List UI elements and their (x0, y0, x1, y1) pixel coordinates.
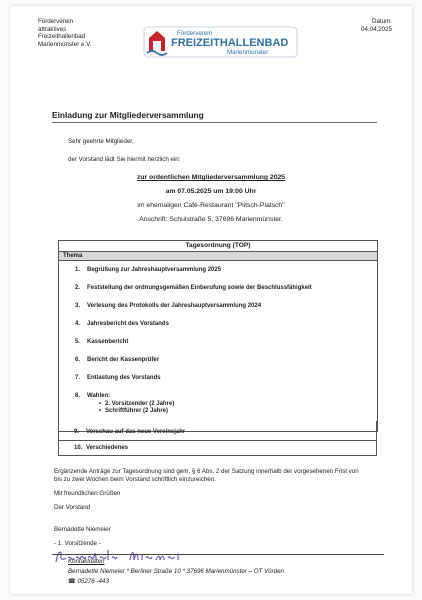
footer-heading: Kontaktdaten (68, 558, 105, 565)
agenda-sub-item: • 2. Vorsitzender (2 Jahre) (99, 401, 175, 407)
footer-address: Bernadette Niemeier * Berliner Straße 10 * 37696 Marienmünster – OT Vörden (68, 568, 284, 575)
letter-title: Einladung zur Mitgliederversammlung (52, 110, 204, 120)
org-line: attraktives (38, 25, 67, 33)
agenda-item: 2. Feststellung der ordnungsgemäßen Einberufung sowie der Beschlussfähigkeit (75, 285, 312, 291)
date-block (361, 18, 392, 33)
meeting-heading-text: zur ordentlichen Mitgliederversammlung 2025 (136, 174, 286, 181)
intro-text: der Vorstand lädt Sie hiermit herzlich ein: (68, 156, 181, 163)
logo-top-text: Förderverein (177, 30, 213, 37)
agenda-item: 1. Begrüßung zur Jahreshauptversammlung 2025 (75, 267, 222, 273)
phone-icon: ☎ (68, 578, 76, 585)
agenda-item: 8. Wahlen: (75, 393, 111, 399)
agenda-item: 3. Verlesung des Protokolls der Jahreshauptversammlung 2024 (75, 303, 262, 309)
footer-phone (68, 578, 109, 585)
agenda-item: 5. Kassenbericht (75, 339, 129, 345)
note-line-2: bis zu zwei Wochen beim Vorstand schriftlich einzureichen. (54, 476, 216, 483)
signer-role: - 1. Vorsitzende - (54, 540, 101, 547)
note-line-1: Ergänzende Anträge zur Tagesordnung sind gem. § 6 Abs. 2 der Satzung innerhalb der vorgesehenen Frist von (54, 468, 359, 475)
closing: Mit freundlichen Grüßen (54, 490, 121, 497)
agenda-column-header: Thema (59, 252, 377, 261)
agenda-sub-item: • Schriftführer (2 Jahre) (99, 408, 169, 414)
footer-divider (52, 554, 384, 555)
agenda-item: 6. Bericht der Kassenprüfer (75, 357, 160, 363)
logo-graphic (143, 26, 298, 58)
agenda-item: 10. Verschiedenes (74, 445, 129, 451)
logo-main-text: FREIZEITHALLENBAD (171, 37, 289, 49)
logo (143, 26, 298, 58)
signer-name: Bernadette Niemeier (54, 526, 111, 533)
org-line: Marienmünster e.V. (38, 40, 92, 48)
agenda-item: 4. Jahresbericht des Vorstands (75, 321, 169, 327)
logo-sub-text: Marienmünster (227, 49, 269, 56)
meeting-datetime (10, 188, 412, 195)
org-line: Freizeithallenbad (38, 33, 86, 41)
agenda-table (58, 240, 378, 432)
closing-sender: Der Vorstand (54, 504, 91, 511)
agenda-row-divider (58, 455, 376, 456)
letter-page (10, 6, 412, 594)
agenda-item: 7. Entlastung des Vorstands (75, 375, 161, 381)
footer-phone-number: 05276 -443 (77, 578, 109, 585)
meeting-datetime-text: am 07.05.2025 um 19:00 Uhr (165, 188, 257, 195)
agenda-tail (58, 431, 378, 465)
greeting: Sehr geehrte Mitglieder, (68, 138, 134, 145)
meeting-location: im ehemaligen Café-Restaurant "Plitsch-Platsch" (137, 202, 285, 209)
org-name-block (38, 18, 91, 48)
title-divider (52, 122, 377, 123)
agenda-row-divider (58, 440, 376, 441)
agenda-item: 9. Vorschau auf das neue Vereinsjahr (74, 429, 186, 435)
meeting-heading (10, 174, 412, 181)
meeting-address: Anschrift: Schulstraße 5, 37696 Marienmünster. (139, 216, 283, 223)
date-label: Datum: (372, 18, 392, 25)
org-line: Förderverein (38, 18, 74, 25)
date-value: 04.04.2025 (361, 25, 392, 33)
agenda-title: Tagesordnung (TOP) (59, 241, 377, 252)
